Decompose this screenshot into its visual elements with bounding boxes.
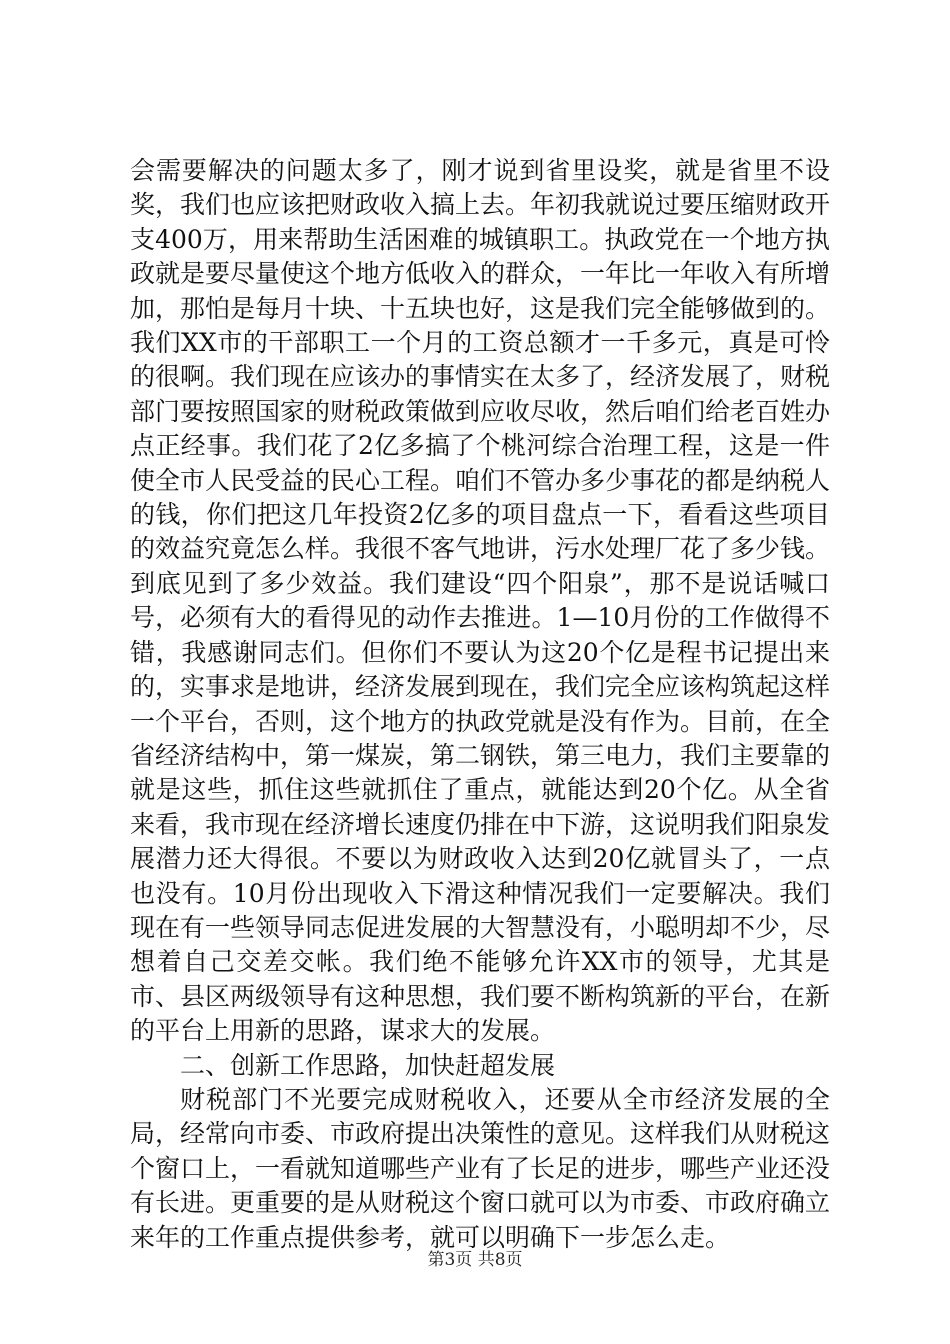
page-number-footer: 第3页 共8页 (427, 1250, 523, 1270)
document-body (130, 154, 830, 1255)
paragraph-1: 会需要解决的问题太多了，刚才说到省里设奖，就是省里不设奖，我们也应该把财政收入搞上去。年初我就说过要压缩财政开支400万，用来帮助生活困难的城镇职工。执政党在一个地方执政就是要尽量使这个地方低收入的群众，一年比一年收入有所增加，那怕是每月十块、十五块也好，这是我们完全能够做到的。我们XX市的干部职工一个月的工资总额才一千多元，真是可怜的很啊。我们现在应该办的事情实在太多了，经济发展了，财税部门要按照国家的财税政策做到应收尽收，然后咱们给老百姓办点正经事。我们花了2亿多搞了个桃河综合治理工程，这是一件使全市人民受益的民心工程。咱们不管办多少事花的都是纳税人的钱，你们把这几年投资2亿多的项目盘点一下，看看这些项目的效益究竟怎么样。我很不客气地讲，污水处理厂花了多少钱。到底见到了多少效益。我们建设“四个阳泉”，那不是说话喊口号，必须有大的看得见的动作去推进。1—10月份的工作做得不错，我感谢同志们。但你们不要认为这20个亿是程书记提出来的，实事求是地讲，经济发展到现在，我们完全应该构筑起这样一个平台，否则，这个地方的执政党就是没有作为。目前，在全省经济结构中，第一煤炭，第二钢铁，第三电力，我们主要靠的就是这些，抓住这些就抓住了重点，就能达到20个亿。从全省来看，我市现在经济增长速度仍排在中下游，这说明我们阳泉发展潜力还大得很。不要以为财政收入达到20亿就冒头了，一点也没有。10月份出现收入下滑这种情况我们一定要解决。我们现在有一些领导同志促进发展的大智慧没有，小聪明却不少，尽想着自己交差交帐。我们绝不能够允许XX市的领导，尤其是市、县区两级领导有这种思想，我们要不断构筑新的平台，在新的平台上用新的思路，谋求大的发展。 (130, 156, 831, 1046)
paragraph-3: 财税部门不光要完成财税收入，还要从全市经济发展的全局，经常向市委、市政府提出决策性的意见。这样我们从财税这个窗口上，一看就知道哪些产业有了长足的进步，哪些产业还没有长进。更重要的是从财税这个窗口就可以为市委、市政府确立来年的工作重点提供参考，就可以明确下一步怎么走。 (130, 1084, 831, 1252)
section-heading: 二、创新工作思路，加快赶超发展 (180, 1050, 556, 1080)
